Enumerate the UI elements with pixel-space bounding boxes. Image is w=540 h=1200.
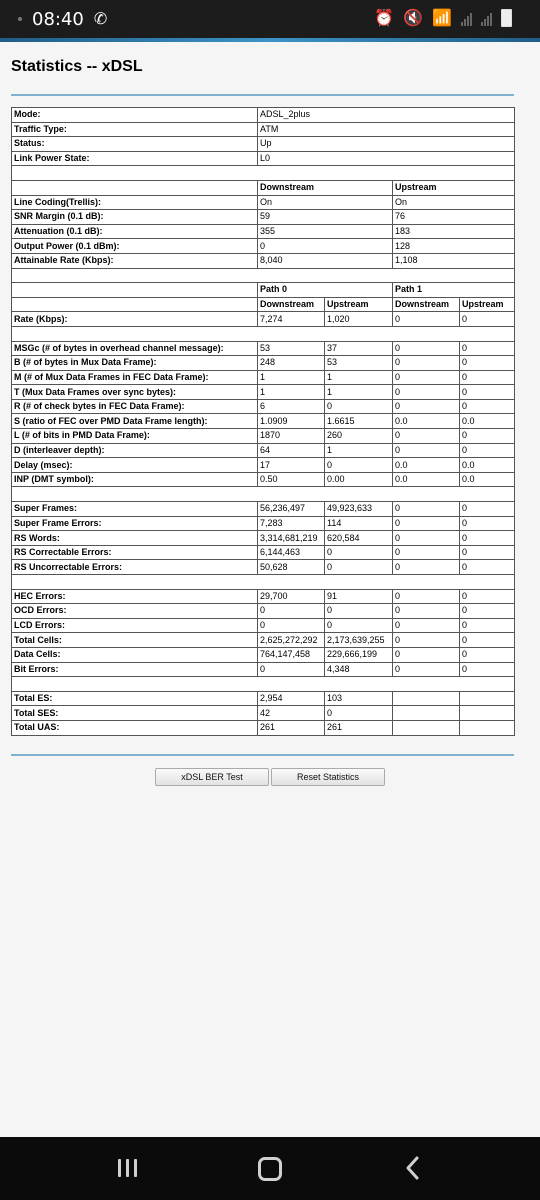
value-cell: 0.0 [393,414,460,429]
value-cell: 1.6615 [325,414,393,429]
value-cell: 0.0 [393,458,460,473]
table-row [12,239,515,254]
mute-icon: 🔇 [403,10,424,27]
downstream-value: On [258,195,393,210]
value-cell: 0 [258,618,325,633]
table-row [12,472,515,487]
value-cell: 0 [325,618,393,633]
value-cell: 49,923,633 [325,502,393,517]
value-cell: 0.0 [460,414,515,429]
row-label: MSGc (# of bytes in overhead channel message): [12,341,258,356]
table-row [12,691,515,706]
value-cell: 29,700 [258,589,325,604]
spacer-cell [12,326,515,341]
status-icons [374,8,512,28]
wifi-icon: 📶 [432,10,452,27]
xdsl-ber-test-button[interactable]: xDSL BER Test [155,768,269,786]
row-label: SNR Margin (0.1 dB): [12,210,258,225]
value-cell: 0 [393,370,460,385]
page-title: Statistics -- xDSL [11,58,143,75]
button-bar [0,768,540,786]
row-label: L (# of bits in PMD Data Frame): [12,429,258,444]
header-cell [12,283,258,298]
downstream-header: Downstream [393,297,460,312]
row-label: Line Coding(Trellis): [12,195,258,210]
downstream-value: 0 [258,239,393,254]
value-cell [393,720,460,735]
row-label: Delay (msec): [12,458,258,473]
spacer-cell [12,268,515,283]
value-cell: 0.50 [258,472,325,487]
value-cell: 0 [393,399,460,414]
value-cell: 1870 [258,429,325,444]
navigation-bar [0,1137,540,1200]
value-cell: 1 [258,385,325,400]
value-cell: 0 [393,647,460,662]
row-label: Attainable Rate (Kbps): [12,253,258,268]
divider [11,94,514,96]
table-row [12,414,515,429]
value-cell: 53 [258,341,325,356]
row-label: Data Cells: [12,647,258,662]
table-row [12,662,515,677]
value-cell [460,706,515,721]
value-cell: 0 [325,706,393,721]
value-cell: 0 [460,531,515,546]
row-label: M (# of Mux Data Frames in FEC Data Frame): [12,370,258,385]
header-accent-bar [0,38,540,42]
value-cell: 114 [325,516,393,531]
row-label: Mode: [12,108,258,123]
value-cell [393,706,460,721]
value-cell: 0 [460,516,515,531]
value-cell: 0 [325,399,393,414]
status-bar [0,0,540,38]
value-cell: 0 [460,429,515,444]
table-row [12,589,515,604]
value-cell: 17 [258,458,325,473]
value-cell: 0 [460,370,515,385]
table-row [12,224,515,239]
value-cell: 0 [393,545,460,560]
value-cell: 42 [258,706,325,721]
value-cell: 0 [393,429,460,444]
row-label: Output Power (0.1 dBm): [12,239,258,254]
row-label: RS Words: [12,531,258,546]
row-label: Total Cells: [12,633,258,648]
downstream-header: Downstream [258,297,325,312]
value-cell: 1 [258,370,325,385]
value-cell: 229,666,199 [325,647,393,662]
table-row [12,647,515,662]
value-cell: 0 [393,618,460,633]
row-label: INP (DMT symbol): [12,472,258,487]
value-cell: 1 [325,385,393,400]
downstream-value: 8,040 [258,253,393,268]
table-row [12,341,515,356]
table-row [12,545,515,560]
value-cell: 248 [258,356,325,371]
spacer-row [12,487,515,502]
value-cell: 0 [460,560,515,575]
value-cell: 6,144,463 [258,545,325,560]
value-cell: 91 [325,589,393,604]
signal-sim2-icon [481,10,492,26]
value-cell: 0 [393,356,460,371]
spacer-cell [12,575,515,590]
row-label: Link Power State: [12,151,258,166]
table-row [12,370,515,385]
value-cell: 7,283 [258,516,325,531]
value-cell: 1,020 [325,312,393,327]
value-cell: 0.0 [460,458,515,473]
row-value: ADSL_2plus [258,108,515,123]
spacer-row [12,268,515,283]
upstream-value: 183 [393,224,515,239]
downstream-header: Downstream [258,180,393,195]
row-label: Super Frame Errors: [12,516,258,531]
spacer-cell [12,487,515,502]
xdsl-statistics-table [11,107,515,736]
value-cell: 0 [393,341,460,356]
row-label: T (Mux Data Frames over sync bytes): [12,385,258,400]
battery-icon [501,9,512,27]
row-label: Super Frames: [12,502,258,517]
value-cell: 56,236,497 [258,502,325,517]
value-cell: 0 [460,341,515,356]
downstream-value: 355 [258,224,393,239]
table-row [12,210,515,225]
row-label: OCD Errors: [12,604,258,619]
row-label: Attenuation (0.1 dB): [12,224,258,239]
path0-header: Path 0 [258,283,393,298]
alarm-icon: ⏰ [374,10,395,27]
upstream-value: 128 [393,239,515,254]
value-cell: 260 [325,429,393,444]
value-cell: 1.0909 [258,414,325,429]
recent-apps-icon[interactable] [118,1159,137,1177]
header-cell [12,180,258,195]
spacer-row [12,677,515,692]
upstream-header: Upstream [393,180,515,195]
value-cell: 0 [325,560,393,575]
wifi-calling-icon: ✆ [93,11,108,28]
spacer-cell [12,677,515,692]
table-row [12,443,515,458]
signal-sim1-icon [461,10,472,26]
spacer-cell [12,166,515,181]
value-cell: 2,954 [258,691,325,706]
table-row [12,399,515,414]
spacer-row [12,326,515,341]
value-cell: 0.0 [460,472,515,487]
value-cell: 0 [393,516,460,531]
value-cell: 0 [393,385,460,400]
reset-statistics-button[interactable]: Reset Statistics [271,768,385,786]
row-label: Traffic Type: [12,122,258,137]
table-row [12,108,515,123]
value-cell: 0 [393,662,460,677]
value-cell: 0 [460,385,515,400]
value-cell: 261 [258,720,325,735]
value-cell: 0 [393,560,460,575]
value-cell [460,691,515,706]
value-cell: 0 [393,633,460,648]
header-row [12,283,515,298]
home-icon[interactable] [258,1157,282,1181]
header-row [12,297,515,312]
value-cell: 50,628 [258,560,325,575]
value-cell: 0 [460,399,515,414]
row-label: Rate (Kbps): [12,312,258,327]
value-cell: 0 [258,604,325,619]
value-cell: 0 [460,443,515,458]
upstream-header: Upstream [325,297,393,312]
upstream-value: On [393,195,515,210]
row-label: D (interleaver depth): [12,443,258,458]
value-cell: 0 [460,545,515,560]
table-row [12,531,515,546]
value-cell: 2,173,639,255 [325,633,393,648]
value-cell: 764,147,458 [258,647,325,662]
value-cell: 37 [325,341,393,356]
upstream-value: 1,108 [393,253,515,268]
value-cell: 1 [325,370,393,385]
value-cell: 0 [460,647,515,662]
row-label: Status: [12,137,258,152]
value-cell: 0 [460,312,515,327]
row-label: Total UAS: [12,720,258,735]
table-row [12,706,515,721]
table-row [12,137,515,152]
row-label: LCD Errors: [12,618,258,633]
value-cell: 6 [258,399,325,414]
table-row [12,516,515,531]
notification-dot [18,17,22,21]
value-cell: 0 [393,604,460,619]
table-row [12,385,515,400]
row-label: HEC Errors: [12,589,258,604]
table-row [12,429,515,444]
row-value: L0 [258,151,515,166]
value-cell: 0 [460,589,515,604]
value-cell: 0 [460,604,515,619]
row-value: ATM [258,122,515,137]
value-cell: 53 [325,356,393,371]
value-cell: 0 [460,618,515,633]
value-cell: 0 [393,589,460,604]
value-cell: 0.0 [393,472,460,487]
row-value: Up [258,137,515,152]
downstream-value: 59 [258,210,393,225]
table-row [12,560,515,575]
table-row [12,312,515,327]
value-cell: 261 [325,720,393,735]
value-cell: 103 [325,691,393,706]
value-cell: 0 [460,662,515,677]
value-cell: 0 [258,662,325,677]
table-row [12,604,515,619]
value-cell: 7,274 [258,312,325,327]
header-cell [12,297,258,312]
value-cell: 0.00 [325,472,393,487]
back-icon[interactable] [402,1155,424,1181]
row-label: Total SES: [12,706,258,721]
value-cell: 0 [393,502,460,517]
value-cell: 0 [460,356,515,371]
value-cell: 2,625,272,292 [258,633,325,648]
row-label: Bit Errors: [12,662,258,677]
value-cell: 1 [325,443,393,458]
value-cell: 0 [393,443,460,458]
row-label: Total ES: [12,691,258,706]
value-cell: 4,348 [325,662,393,677]
table-row [12,151,515,166]
row-label: B (# of bytes in Mux Data Frame): [12,356,258,371]
value-cell: 64 [258,443,325,458]
divider [11,754,514,756]
row-label: RS Uncorrectable Errors: [12,560,258,575]
value-cell [460,720,515,735]
value-cell: 0 [325,458,393,473]
value-cell [393,691,460,706]
spacer-row [12,575,515,590]
spacer-row [12,166,515,181]
table-row [12,122,515,137]
table-row [12,502,515,517]
row-label: S (ratio of FEC over PMD Data Frame length): [12,414,258,429]
table-row [12,253,515,268]
table-row [12,618,515,633]
value-cell: 0 [393,531,460,546]
table-row [12,356,515,371]
table-row [12,195,515,210]
row-label: R (# of check bytes in FEC Data Frame): [12,399,258,414]
value-cell: 3,314,681,219 [258,531,325,546]
row-label: RS Correctable Errors: [12,545,258,560]
clock: 08:40 [32,8,84,30]
path1-header: Path 1 [393,283,515,298]
upstream-value: 76 [393,210,515,225]
table-row [12,458,515,473]
table-row [12,720,515,735]
value-cell: 0 [325,604,393,619]
value-cell: 0 [393,312,460,327]
header-row [12,180,515,195]
value-cell: 0 [460,633,515,648]
value-cell: 620,584 [325,531,393,546]
upstream-header: Upstream [460,297,515,312]
value-cell: 0 [460,502,515,517]
value-cell: 0 [325,545,393,560]
table-row [12,633,515,648]
